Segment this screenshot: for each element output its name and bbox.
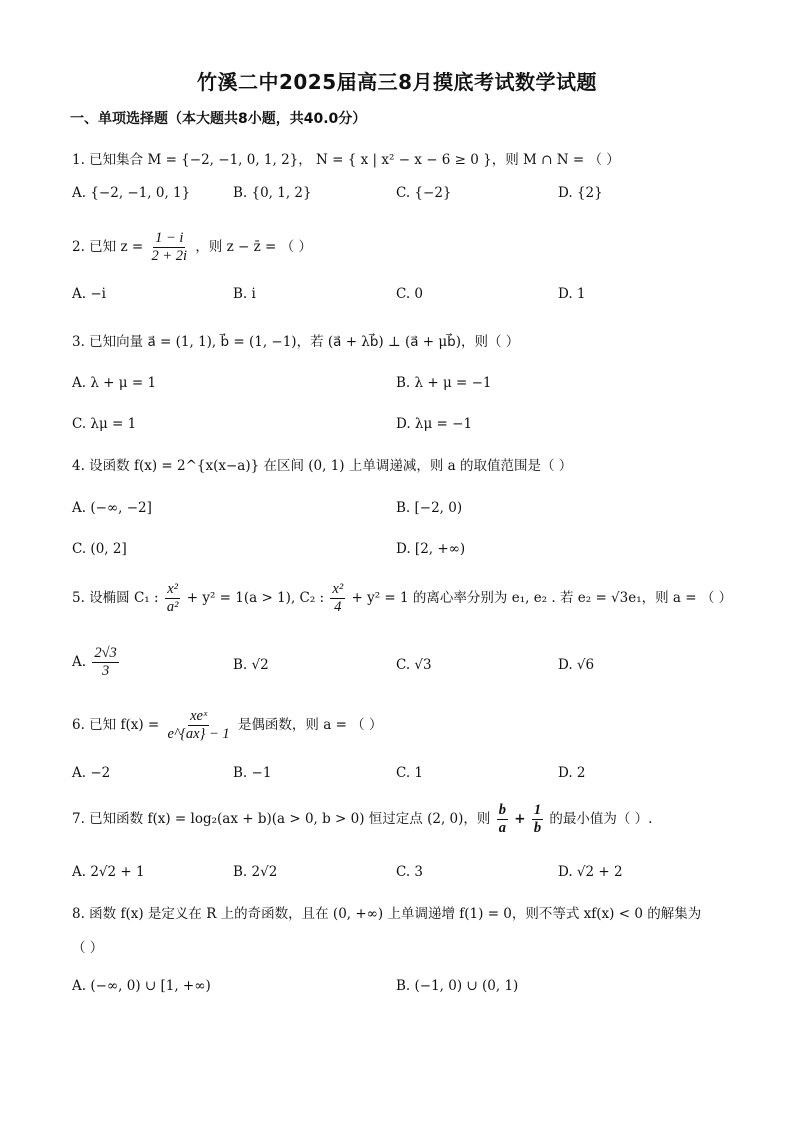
question-6-stem-pre: 6. 已知 f(x) = <box>72 717 160 733</box>
question-7-fraction-2-numerator: 1 <box>533 802 542 818</box>
question-4-option-c: C. (0, 2] <box>72 541 127 557</box>
question-8-stem: 8. 函数 f(x) 是定义在 R 上的奇函数，且在 (0, +∞) 上单调递增 f(1) = 0，则不等式 xf(x) < 0 的解集为 <box>72 906 702 922</box>
question-2-option-d: D. 1 <box>558 286 586 302</box>
question-5-option-a-label: A. <box>72 654 87 670</box>
question-5-option-c: C. √3 <box>396 657 432 673</box>
question-7-fraction-1 <box>497 802 508 837</box>
question-2-stem-pre: 2. 已知 z = <box>72 239 144 255</box>
question-5-stem-pre: 5. 设椭圆 C₁ : <box>72 590 159 606</box>
question-7-fraction-1-denominator: a <box>498 820 506 836</box>
question-6-option-d: D. 2 <box>558 765 586 781</box>
question-7-fraction-1-numerator: b <box>498 802 506 818</box>
question-5-fraction-1-denominator: a² <box>166 599 179 615</box>
question-5-stem <box>72 581 732 616</box>
question-4-option-a: A. (−∞, −2] <box>72 500 152 516</box>
question-1-option-c: C. {−2} <box>396 185 452 201</box>
question-5-option-a-fraction <box>92 645 118 680</box>
question-5-fraction-2-numerator: x² <box>332 581 344 597</box>
question-5-fraction-2 <box>330 581 345 616</box>
question-2-fraction-denominator: 2 + 2i <box>151 248 188 264</box>
question-2-option-c: C. 0 <box>396 286 424 302</box>
exam-title: 竹溪二中2025届高三8月摸底考试数学试题 <box>196 70 598 94</box>
question-6-fraction <box>166 708 232 743</box>
question-3-option-a: A. λ + μ = 1 <box>72 375 157 391</box>
question-5-option-b: B. √2 <box>233 657 269 673</box>
question-6-stem <box>72 708 382 743</box>
question-5-fraction-1-numerator: x² <box>167 581 179 597</box>
question-6-option-c: C. 1 <box>396 765 424 781</box>
question-2-fraction <box>149 230 189 265</box>
question-8-option-b: B. (−1, 0) ∪ (0, 1) <box>396 978 519 994</box>
question-7-option-c: C. 3 <box>396 864 424 880</box>
question-6-option-b: B. −1 <box>233 765 272 781</box>
question-6-stem-post: 是偶函数，则 a = （ ） <box>237 717 383 733</box>
question-6-fraction-denominator: e^{ax} − 1 <box>167 726 230 742</box>
question-2-stem-post: ，则 z − z̄ = （ ） <box>195 239 312 255</box>
question-1-stem: 1. 已知集合 M = {−2, −1, 0, 1, 2}， N = { x | x² − x − 6 ≥ 0 }，则 M ∩ N = （ ） <box>72 152 620 168</box>
question-8-stem-continued: （ ） <box>72 940 104 956</box>
question-2-fraction-numerator: 1 − i <box>155 230 184 246</box>
question-3-option-c: C. λμ = 1 <box>72 416 137 432</box>
question-4-stem: 4. 设函数 f(x) = 2^{x(x−a)} 在区间 (0, 1) 上单调递减，则 a 的取值范围是（ ） <box>72 458 573 474</box>
question-5-stem-mid: + y² = 1(a > 1), C₂ : <box>186 590 325 606</box>
question-3-option-b: B. λ + μ = −1 <box>396 375 492 391</box>
question-6-fraction-numerator: xeˣ <box>190 708 208 724</box>
question-8-option-a: A. (−∞, 0) ∪ [1, +∞) <box>72 978 211 994</box>
question-7-option-b: B. 2√2 <box>233 864 278 880</box>
question-7-fraction-2 <box>532 802 543 837</box>
question-5-fraction-1 <box>165 581 181 616</box>
question-5-option-a-denominator: 3 <box>101 663 110 679</box>
question-7-stem-post: 的最小值为（ ）. <box>549 811 653 827</box>
question-7-stem-mid: + <box>514 811 526 827</box>
question-3-option-d: D. λμ = −1 <box>396 416 473 432</box>
question-4-option-b: B. [−2, 0) <box>396 500 463 516</box>
question-5-option-a-numerator: 2√3 <box>94 645 117 661</box>
question-7-fraction-2-denominator: b <box>533 820 542 836</box>
question-2-stem <box>72 230 312 265</box>
question-2-option-b: B. i <box>233 286 256 302</box>
question-5-option-a <box>72 645 121 680</box>
question-3-stem: 3. 已知向量 a⃗ = (1, 1), b⃗ = (1, −1)，若 (a⃗ + λb⃗) ⊥ (a⃗ + μb⃗)，则（ ） <box>72 334 520 350</box>
section-heading: 一、单项选择题（本大题共8小题，共40.0分） <box>70 111 367 127</box>
question-7-stem-pre: 7. 已知函数 f(x) = log₂(ax + b)(a > 0, b > 0) 恒过定点 (2, 0)，则 <box>72 811 491 827</box>
question-1-option-a: A. {−2, −1, 0, 1} <box>72 185 191 201</box>
question-7-option-d: D. √2 + 2 <box>558 864 623 880</box>
question-7-stem <box>72 802 652 837</box>
question-1-option-b: B. {0, 1, 2} <box>233 185 312 201</box>
question-4-option-d: D. [2, +∞) <box>396 541 466 557</box>
question-2-option-a: A. −i <box>72 286 106 302</box>
question-1-option-d: D. {2} <box>558 185 603 201</box>
question-6-option-a: A. −2 <box>72 765 111 781</box>
question-5-stem-post: + y² = 1 的离心率分别为 e₁, e₂ . 若 e₂ = √3e₁，则 a = （ ） <box>351 590 733 606</box>
question-5-fraction-2-denominator: 4 <box>334 599 342 615</box>
question-7-option-a: A. 2√2 + 1 <box>72 864 145 880</box>
question-5-option-d: D. √6 <box>558 657 595 673</box>
